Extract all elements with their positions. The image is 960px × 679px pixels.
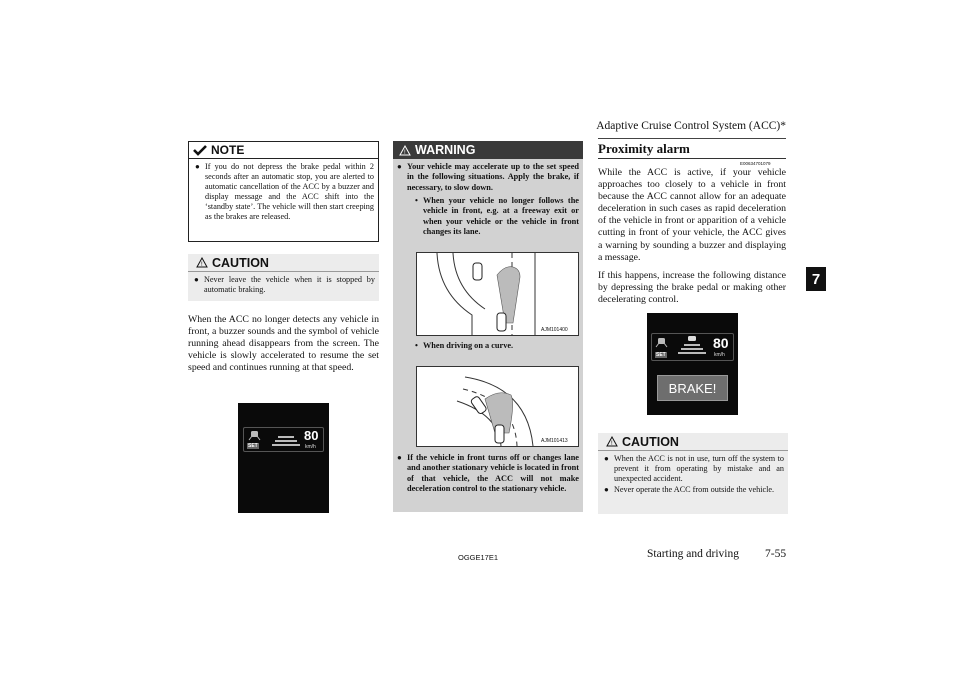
bullet-icon: ● — [397, 162, 402, 171]
footer-section: Starting and driving — [647, 548, 739, 560]
caution-label: CAUTION — [212, 255, 269, 270]
section-title: Proximity alarm — [598, 141, 690, 156]
set-indicator: SET — [656, 352, 666, 358]
warning-subitem-2 — [415, 341, 579, 351]
speed-unit: km/h — [714, 352, 725, 358]
vehicle-ahead-icon — [673, 335, 711, 359]
warning-sub-text-2: When driving on a curve. — [423, 341, 514, 350]
acc-display-right — [647, 313, 738, 415]
brake-message: BRAKE! — [657, 375, 728, 401]
acc-display-left — [238, 403, 329, 513]
body-text-left: When the ACC no longer detects any vehicle in front, a buzzer sounds and the symbol of vehicle running ahead disappears from the screen. The vehicle is slowly accelerated to resume the set speed and continues running at that speed. — [188, 314, 379, 374]
lane-change-illustration — [416, 252, 579, 336]
svg-text:!: ! — [611, 441, 613, 447]
page-header-title: Adaptive Cruise Control System (ACC)* — [596, 120, 786, 132]
curve-illustration — [416, 366, 579, 447]
note-box — [188, 141, 379, 242]
warning-item-2 — [397, 453, 579, 494]
note-check-icon — [193, 145, 207, 156]
acc-car-icon — [248, 429, 262, 441]
note-label: NOTE — [211, 143, 245, 157]
warning-triangle-icon — [606, 436, 618, 447]
footer-page-number: 7-55 — [765, 548, 787, 560]
illustration-code: AJM101413 — [541, 438, 568, 444]
illustration-code: AJM101400 — [541, 327, 568, 333]
caution-text-1: When the ACC is not in use, turn off the system to prevent it from operating by mistake and an unexpected accident. — [614, 454, 784, 483]
section-rule — [598, 158, 786, 159]
caution-bullet-1 — [598, 451, 788, 484]
curve-diagram — [417, 367, 578, 446]
bullet-icon: ● — [194, 275, 199, 284]
caution-label: CAUTION — [622, 434, 679, 449]
warning-item-1 — [397, 162, 579, 193]
caution-box-right — [598, 433, 788, 514]
distance-bars-icon — [268, 435, 304, 449]
warning-text-2: If the vehicle in front turns off or changes lane and another stationary vehicle is located in front of that vehicle, the ACC will not make deceleration control to the stationary vehicle. — [407, 453, 579, 493]
warning-label: WARNING — [415, 143, 476, 157]
caution-header — [188, 254, 379, 272]
sub-bullet-icon: • — [415, 341, 418, 350]
speed-value: 80 — [713, 335, 729, 351]
caution-header — [598, 433, 788, 451]
note-header — [189, 142, 378, 159]
chapter-tab: 7 — [806, 267, 826, 291]
warning-subitem-1 — [415, 196, 579, 237]
caution-bullet — [188, 272, 379, 295]
bullet-icon: ● — [604, 454, 609, 463]
caution-text: Never leave the vehicle when it is stopped by automatic braking. — [204, 275, 375, 294]
section-body: While the ACC is active, if your vehicle approaches too closely to a vehicle in front because the ACC cannot allow for an adequate deceleration in such cases as rapid deceleration of the vehicle in front or apparition of a vehicle cutting in front of your vehicle, the ACC gives a warning by sounding a buzzer and displaying a message. — [598, 167, 786, 263]
svg-text:!: ! — [201, 262, 203, 268]
note-bullet — [189, 159, 378, 222]
section-body-2: If this happens, increase the following distance by depressing the brake pedal or making other decelerating control. — [598, 270, 786, 306]
speed-value: 80 — [304, 428, 319, 443]
caution-bullet-2 — [598, 484, 788, 495]
caution-text-2: Never operate the ACC from outside the vehicle. — [614, 485, 775, 494]
caution-box-left — [188, 254, 379, 301]
lane-change-diagram — [417, 253, 578, 335]
warning-box — [393, 141, 583, 512]
bullet-icon: ● — [604, 485, 609, 494]
warning-triangle-icon — [399, 145, 411, 156]
header-rule — [598, 138, 786, 139]
sub-bullet-icon: • — [415, 196, 418, 205]
warning-triangle-icon — [196, 257, 208, 268]
note-text: If you do not depress the brake pedal within 2 seconds after an automatic stop, you are alerted to automatic cancellation of the ACC by a buzzer and display message and the ACC shift into the ‘standby state’. The vehicle will then start creeping as the brakes are released. — [205, 162, 374, 221]
bullet-icon: ● — [397, 453, 402, 462]
acc-car-icon — [655, 336, 669, 348]
bullet-icon: ● — [195, 162, 200, 171]
set-indicator: SET — [248, 443, 258, 449]
speed-unit: km/h — [305, 444, 316, 450]
warning-sub-text-1: When your vehicle no longer follows the vehicle in front, e.g. at a freeway exit or when your vehicle or the vehicle in front changes its lane. — [423, 196, 579, 236]
footer-code: OGGE17E1 — [458, 553, 499, 562]
svg-text:!: ! — [404, 149, 406, 156]
warning-text-1: Your vehicle may accelerate up to the set speed in the following situations. Apply the brake, if necessary, to slow down. — [407, 162, 579, 192]
section-code: E00634701079 — [740, 161, 771, 166]
warning-header — [393, 141, 583, 159]
